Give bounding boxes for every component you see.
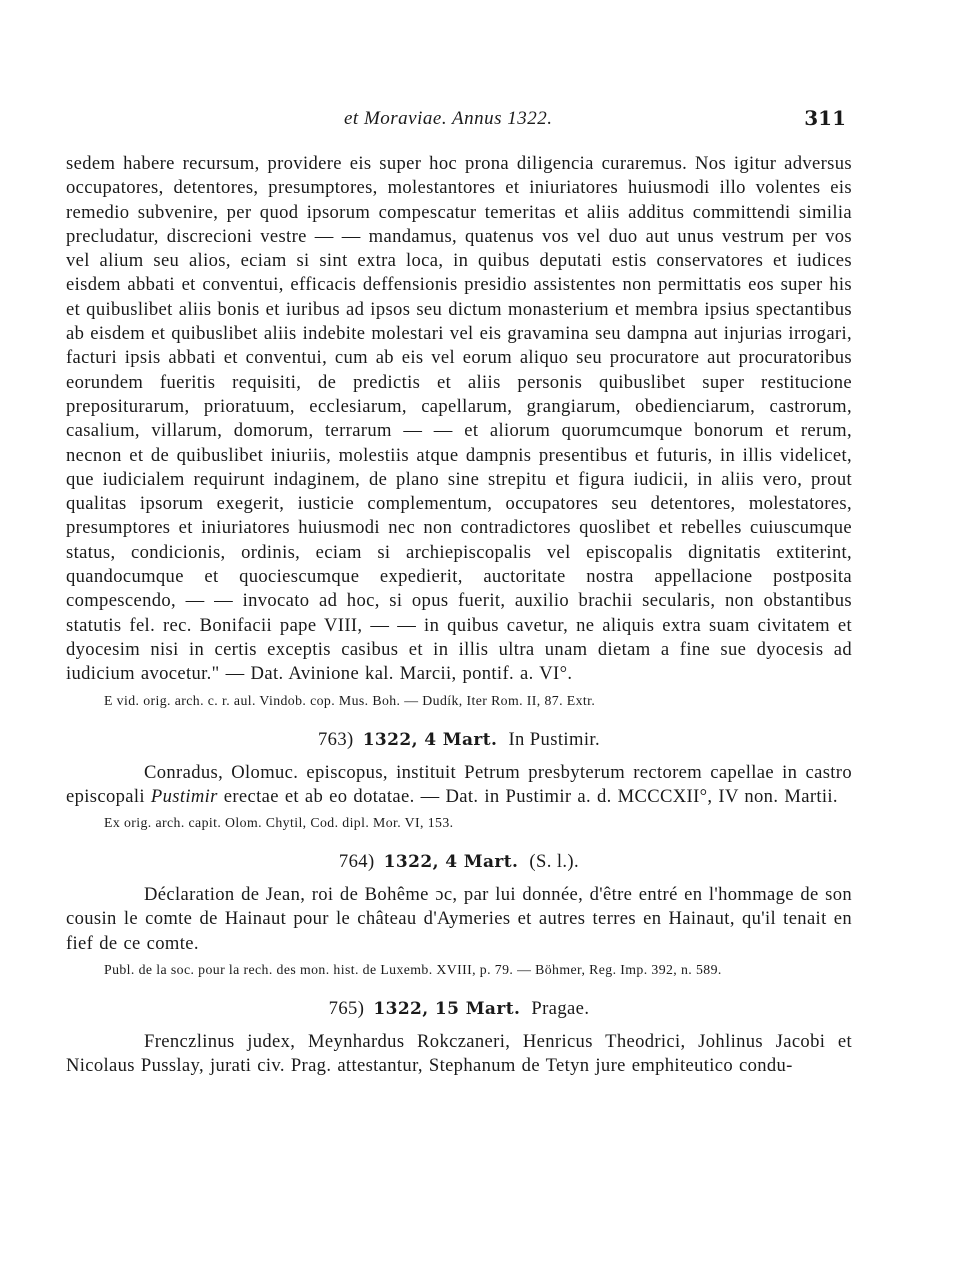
entry-764-text: Déclaration de Jean, roi de Bohême ɔc, par lui donnée, d'être entré en l'hommage de son cousin le comte de Hainaut pour le château d'Aymeries et autres terres en Hainaut, qu'il tenait en fief de ce comte. — [66, 884, 852, 954]
entry-765-heading — [66, 998, 852, 1020]
entry-765-text: Frenczlinus judex, Meynhardus Rokczaneri, Henricus Theodrici, Johlinus Jacobi et Nicolaus Pusslay, jurati civ. Prag. attestantur, Stephanum de Tetyn jure emphiteutico condu- — [66, 1031, 852, 1077]
entry-date: 1322, 4 Mart. — [383, 852, 519, 873]
entry-place: (S. l.). — [529, 851, 580, 873]
running-title: et Moraviae. Annus 1322. — [344, 108, 553, 129]
entry-place: In Pustimir. — [508, 728, 601, 750]
intro-source-note: E vid. orig. arch. c. r. aul. Vindob. cop. Mus. Boh. — Dudík, Iter Rom. II, 87. Extr. — [104, 692, 596, 708]
intro-paragraph: sedem habere recursum, providere eis super hoc prona diligencia curaremus. Nos igitur adversus occupatores, detentores, presumptores, molestantores et iniuriatores huiusmodi illo volentes eis remedio subvenire, per quod ipsorum compescatur temeritas et aliis additus committendi similia precludatur, discrecioni vestre — — mandamus, quatenus vos vel duo aut unus vestrum per vos vel alium seu alios, eciam si sint extra loca, in quibus deputati estis conservatores et iudices eisdem abbati et conventui, efficacis deffensionis presidio assistentes non permittatis eos super his et quibuslibet aliis bonis et iuribus ad ipsos seu dictum monasterium et membra ipsius spectantibus ab eisdem et quibuslibet aliis indebite molestari vel eis gravamina seu dampna aut injurias irrogari, facturi ipsis abbati et conventui, cum ab eis vel eorum aliquo seu procuratore aut procuratoribus eorundem fueritis requisiti, de predictis et aliis personis quibuslibet super restitucione prepositurarum, prioratuum, ecclesiarum, capellarum, grangiarum, obedienciarum, castrorum, casalium, villarum, domorum, terrarum — — et aliorum quorumcumque bonorum et rerum, necnon et de quibuslibet iniuriis, molestiis atque dampnis presentibus et futuris, in illis videlicet, que iudicialem requirunt indaginem, de plano sine strepitu et figura iudicii, in aliis vero, prout qualitas ipsorum exegerit, iusticie complementum, occupatores seu detentores, molestatores, presumptores et iniuriatores huiusmodi nec non contradictores quoslibet et rebelles cuiuscumque status, condicionis, ordinis, eciam si archiepiscopalis vel episcopalis dignitatis extiterint, quandocumque et quociescumque expedierit, auctoritate nostra appellacione postposita compescendo, — — invocato ad hoc, si opus fuerit, auxilio brachii secularis, non obstantibus statutis fel. rec. Bonifacii pape VIII, — — in quibus cavetur, ne aliquis extra suam civitatem et dyocesim nisi in certis exceptis casibus et in illis ultra unam dietam a fine sue dyocesis ad iudicium avocetur." — Dat. Avinione kal. Marcii, pontif. a. VI°. — [66, 153, 852, 685]
page-body — [66, 152, 852, 1079]
entry-764-heading — [66, 851, 852, 873]
entry-763-text-start: Conradus, Olomuc. episcopus, instituit Petrum presbyterum rectorem capellae in castro episcopali — [66, 761, 852, 807]
entry-number: 764) — [338, 851, 375, 873]
entry-763-heading — [66, 729, 852, 751]
entry-number: 765) — [328, 998, 365, 1020]
entry-number: 763) — [317, 728, 354, 750]
entry-763-text-end: erectae et ab eo dotatae. — Dat. in Pustimir a. d. MCCCXII°, IV non. Martii. — [217, 785, 838, 807]
entry-place: Pragae. — [531, 998, 590, 1020]
entry-date: 1322, 4 Mart. — [362, 729, 498, 750]
entry-763-place-name: Pustimir — [150, 785, 218, 807]
page-number: 311 — [804, 106, 846, 130]
entry-date: 1322, 15 Mart. — [373, 999, 521, 1020]
entry-763-source: Ex orig. arch. capit. Olom. Chytil, Cod. dipl. Mor. VI, 153. — [104, 815, 454, 831]
entry-764-source: Publ. de la soc. pour la rech. des mon. hist. de Luxemb. XVIII, p. 79. — Böhmer, Reg. Imp. 392, n. 589. — [104, 962, 722, 978]
entry-763-text — [66, 761, 852, 810]
